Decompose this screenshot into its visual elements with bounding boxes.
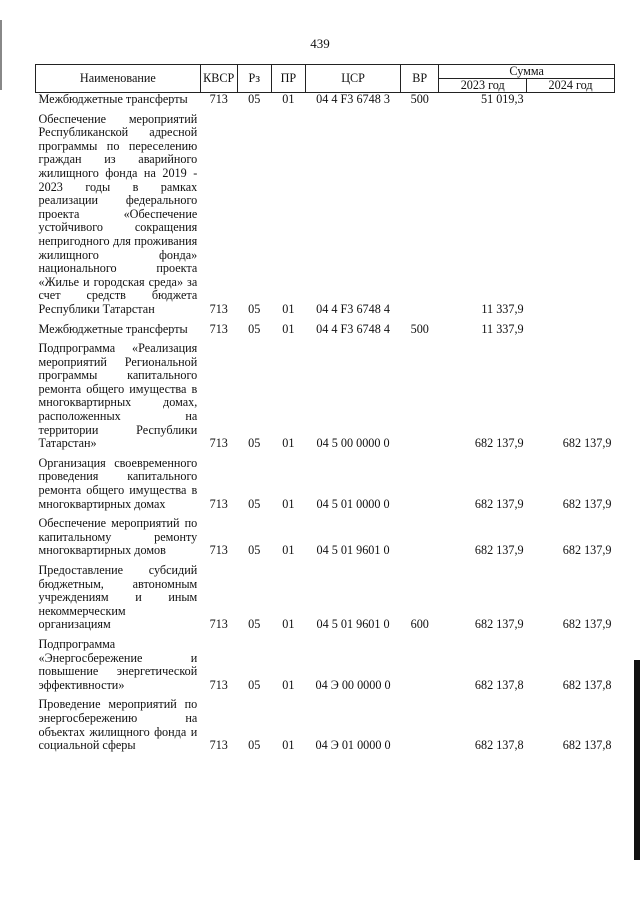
header-csr: ЦСР	[305, 65, 400, 93]
row-csr: 04 5 01 9601 0	[316, 543, 390, 558]
row-csr: 04 5 00 0000 0	[316, 436, 390, 451]
row-pr: 01	[282, 321, 295, 336]
row-sum-2024: 682 137,9	[562, 617, 612, 632]
row-csr: 04 4 F3 6748 4	[316, 301, 390, 316]
row-csr: 04 Э 01 0000 0	[315, 738, 391, 753]
table-row	[36, 564, 615, 638]
header-year-2024: 2024 год	[527, 79, 615, 93]
row-rz: 05	[248, 496, 261, 511]
row-pr: 01	[282, 677, 295, 692]
row-vr	[401, 342, 439, 457]
row-vr: 500	[410, 92, 429, 106]
row-sum-2023: 682 137,9	[474, 543, 524, 558]
row-vr	[401, 638, 439, 698]
row-sum-2023: 11 337,9	[481, 321, 524, 336]
row-sum-2023: 682 137,9	[474, 496, 524, 511]
row-csr: 04 4 F3 6748 3	[316, 92, 390, 106]
row-pr: 01	[282, 436, 295, 451]
row-pr: 01	[282, 738, 295, 753]
row-pr: 01	[282, 543, 295, 558]
row-name: Подпрограмма «Энергосбережение и повышение энергетической эффективности»	[38, 636, 198, 692]
row-sum-2023: 11 337,9	[481, 301, 524, 316]
row-csr: 04 Э 00 0000 0	[315, 677, 391, 692]
table-row	[36, 698, 615, 758]
header-pr: ПР	[271, 65, 305, 93]
row-sum-2024	[527, 93, 615, 113]
row-rz: 05	[248, 436, 261, 451]
row-sum-2023: 682 137,9	[474, 617, 524, 632]
row-name: Подпрограмма «Реализация мероприятий Региональной программы капитального ремонта общего имущества в многоквартирных домах, расположенных на территории Республики Татарстан»	[38, 341, 198, 451]
row-sum-2023: 682 137,9	[474, 436, 524, 451]
row-kvsr: 713	[209, 543, 228, 558]
page-number: 439	[310, 36, 330, 51]
row-name: Проведение мероприятий по энергосбережению на объектах жилищного фонда и социальной сферы	[38, 697, 198, 753]
row-rz: 05	[248, 321, 261, 336]
row-csr: 04 5 01 9601 0	[316, 617, 390, 632]
row-sum-2023: 51 019,3	[480, 92, 524, 106]
row-rz: 05	[248, 543, 261, 558]
row-name: Межбюджетные трансферты	[38, 321, 188, 336]
row-vr: 500	[410, 321, 429, 336]
row-sum-2023: 682 137,8	[474, 738, 524, 753]
row-kvsr: 713	[209, 496, 228, 511]
scan-edge-mark	[634, 660, 640, 860]
table-body	[36, 93, 615, 759]
row-kvsr: 713	[209, 92, 228, 106]
table-row	[36, 113, 615, 323]
row-rz: 05	[248, 738, 261, 753]
row-sum-2024: 682 137,9	[562, 436, 612, 451]
row-csr: 04 5 01 0000 0	[316, 496, 390, 511]
table-row	[36, 342, 615, 457]
table-row	[36, 638, 615, 698]
row-kvsr: 713	[209, 677, 228, 692]
row-name: Обеспечение мероприятий Республиканской адресной программы по переселению граждан из аварийного жилищного фонда на 2019 - 2023 годы в рамках реализации федерального проекта «Обеспечение устойчивого сокращения непригодного для проживания жилищного фонда» национального проекта «Жилье и городская среда» за счет средств бюджета Республики Татарстан	[38, 111, 198, 316]
row-sum-2024: 682 137,8	[562, 677, 612, 692]
row-sum-2024: 682 137,9	[562, 543, 612, 558]
row-kvsr: 713	[209, 617, 228, 632]
row-rz: 05	[248, 301, 261, 316]
row-vr	[401, 113, 439, 323]
row-name: Межбюджетные трансферты	[38, 92, 188, 106]
row-sum-2024	[527, 323, 615, 343]
table-row	[36, 93, 615, 113]
row-pr: 01	[282, 301, 295, 316]
row-rz: 05	[248, 92, 261, 106]
row-sum-2024	[527, 113, 615, 323]
row-vr	[401, 457, 439, 517]
row-sum-2024: 682 137,9	[562, 496, 612, 511]
table-header	[36, 65, 615, 93]
row-kvsr: 713	[209, 321, 228, 336]
row-vr	[401, 698, 439, 758]
table-row	[36, 457, 615, 517]
row-vr	[401, 517, 439, 564]
row-csr: 04 4 F3 6748 4	[316, 321, 390, 336]
table-row	[36, 323, 615, 343]
table-row	[36, 517, 615, 564]
row-kvsr: 713	[209, 301, 228, 316]
row-kvsr: 713	[209, 436, 228, 451]
budget-table	[35, 64, 615, 759]
row-sum-2023: 682 137,8	[474, 677, 524, 692]
row-name: Обеспечение мероприятий по капитальному ремонту многоквартирных домов	[38, 516, 198, 558]
row-vr: 600	[410, 617, 429, 632]
row-pr: 01	[282, 92, 295, 106]
row-name: Организация своевременного проведения капитального ремонта общего имущества в многоквартирных домах	[38, 455, 198, 511]
row-pr: 01	[282, 617, 295, 632]
header-name: Наименование	[36, 65, 201, 93]
header-year-2023: 2023 год	[439, 79, 527, 93]
row-name: Предоставление субсидий бюджетным, автономным учреждениям и иным некоммерческим организациям	[38, 563, 198, 632]
header-rz: Рз	[237, 65, 271, 93]
scan-edge-mark	[0, 20, 2, 90]
row-sum-2024: 682 137,8	[562, 738, 612, 753]
header-vr: ВР	[401, 65, 439, 93]
header-kvsr: КВСР	[200, 65, 237, 93]
row-kvsr: 713	[209, 738, 228, 753]
row-rz: 05	[248, 617, 261, 632]
row-pr: 01	[282, 496, 295, 511]
header-sum: Сумма	[439, 65, 615, 79]
row-rz: 05	[248, 677, 261, 692]
